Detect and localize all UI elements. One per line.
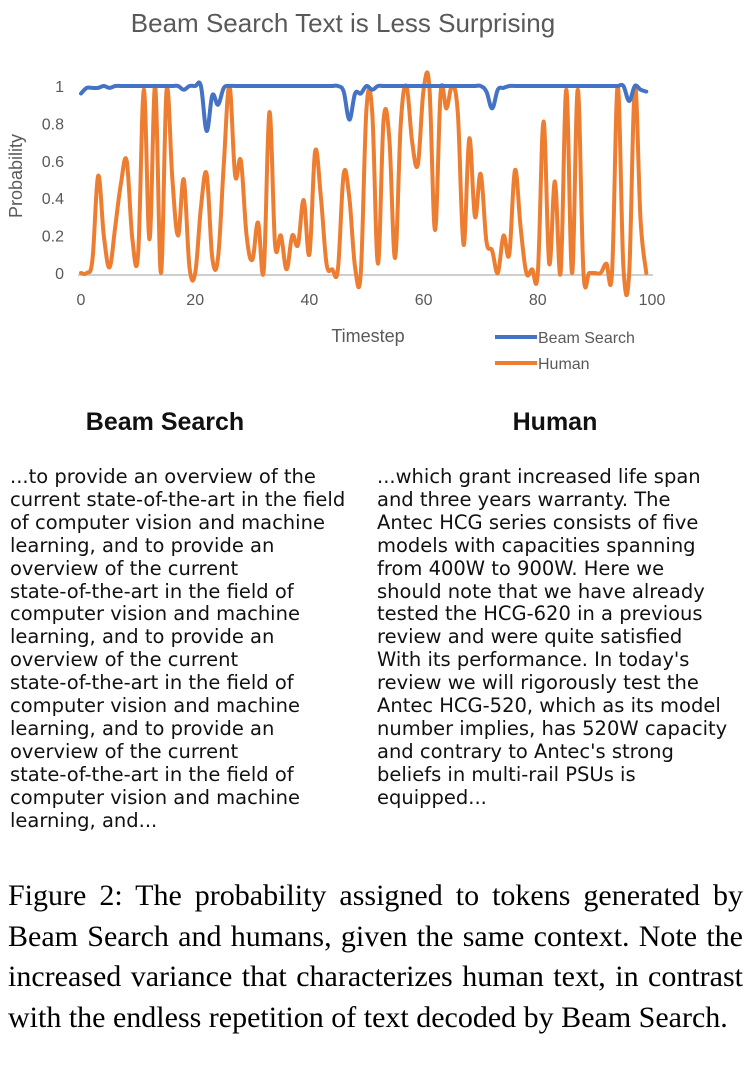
x-axis-ticks (77, 292, 666, 309)
chart-legend (495, 330, 635, 373)
x-tick-label: 20 (186, 292, 205, 309)
x-tick-label: 80 (528, 292, 547, 309)
y-tick-label: 0.4 (41, 191, 64, 209)
series-layer (81, 72, 646, 295)
figure-caption: Figure 2: The probability assigned to tokens generated by Beam Search and humans, given the same context. Note the increased variance that characterizes human text, in contrast with the endless repetition of text decoded by Beam Search. (8, 879, 743, 1034)
beam-search-sample-text: ...to provide an overview of the current state-of-the-art in the field of computer vision and machine learning, and to provide an overview of the current state-of-the-art in the field of computer vision and machine learning, and to provide an overview of the current state-of-the-art in the field of computer vision and machine learning, and to provide an overview of the current state-of-the-art in the field of computer vision and machine learning, and... (10, 465, 346, 832)
probability-chart (0, 0, 752, 390)
human-heading: Human (512, 408, 598, 436)
x-tick-label: 60 (414, 292, 433, 309)
y-tick-label: 0.6 (41, 153, 64, 171)
y-tick-label: 0.2 (41, 228, 64, 246)
human-sample-text: ...which grant increased life span and three years warranty. The Antec HCG series consists of five models with capacities spanning from 400W to 900W. Here we should note that we have already tested the HCG-620 in a previous review and were quite satisfied With its performance. In today's review we will rigorously test the Antec HCG-520, which as its model number implies, has 520W capacity and contrary to Antec's strong beliefs in multi-rail PSUs is equipped... (377, 465, 728, 809)
y-tick-label: 0.8 (41, 116, 64, 134)
y-axis-ticks (42, 79, 64, 283)
x-tick-label: 0 (76, 292, 86, 309)
y-axis-title: Probability (6, 133, 26, 219)
x-tick-label: 100 (638, 292, 666, 309)
x-tick-label: 40 (300, 292, 319, 309)
x-axis-title: Timestep (331, 326, 405, 346)
y-tick-label: 0 (55, 266, 64, 283)
legend-label-human: Human (538, 356, 590, 373)
series-line-human (81, 72, 646, 295)
legend-label-beam-search: Beam Search (538, 330, 635, 347)
beam-search-heading: Beam Search (85, 408, 245, 436)
chart-title: Beam Search Text is Less Surprising (130, 8, 556, 38)
y-tick-label: 1 (55, 79, 64, 96)
